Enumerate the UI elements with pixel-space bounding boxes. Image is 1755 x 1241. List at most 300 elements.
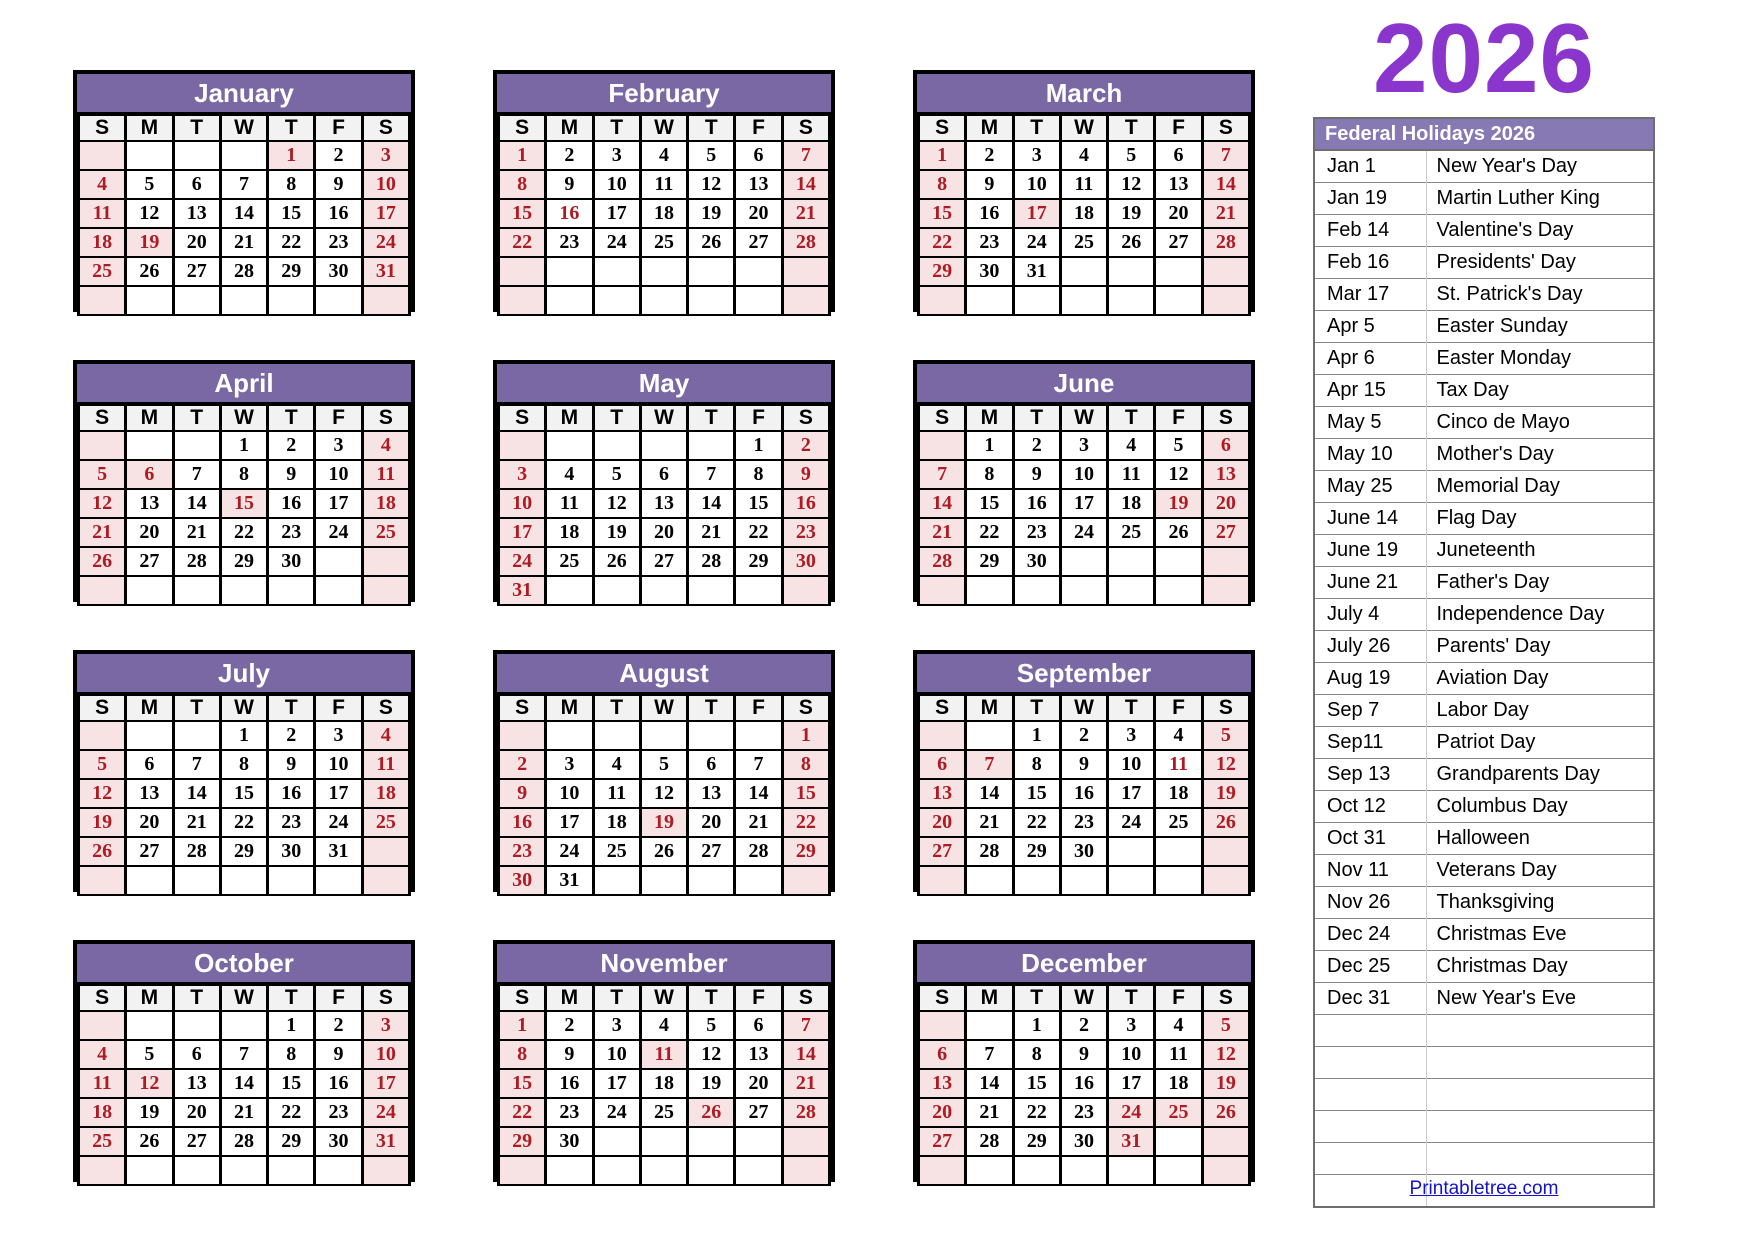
date-cell: 2 (315, 1011, 362, 1040)
date-cell: 26 (126, 257, 173, 286)
holiday-date: Apr 5 (1314, 311, 1426, 343)
holiday-date: Feb 14 (1314, 215, 1426, 247)
holiday-date: Aug 19 (1314, 663, 1426, 695)
date-cell: 22 (268, 228, 315, 257)
date-cell: 3 (362, 1011, 409, 1040)
date-cell: 21 (220, 1098, 267, 1127)
date-cell (173, 286, 220, 315)
date-cell (220, 286, 267, 315)
date-cell: 17 (1060, 489, 1107, 518)
week-row (499, 750, 830, 779)
day-header-cell: T (268, 115, 315, 141)
date-cell (546, 431, 593, 460)
date-cell: 28 (173, 547, 220, 576)
week-row (919, 1156, 1250, 1185)
date-cell: 7 (1202, 141, 1249, 170)
date-cell: 12 (593, 489, 640, 518)
date-cell: 10 (1108, 1040, 1155, 1069)
date-cell (546, 576, 593, 605)
date-cell: 20 (1202, 489, 1249, 518)
week-row (919, 170, 1250, 199)
date-cell (268, 286, 315, 315)
date-cell: 8 (919, 170, 966, 199)
holiday-row (1314, 599, 1654, 631)
day-header-cell: W (640, 405, 687, 431)
day-header-cell: S (362, 405, 409, 431)
date-cell: 24 (1108, 808, 1155, 837)
date-cell: 6 (126, 750, 173, 779)
holiday-row (1314, 823, 1654, 855)
holiday-name: Juneteenth (1426, 535, 1654, 567)
date-cell (688, 1127, 735, 1156)
date-cell: 15 (220, 779, 267, 808)
date-cell: 17 (362, 199, 409, 228)
date-cell: 2 (268, 721, 315, 750)
date-cell: 19 (126, 1098, 173, 1127)
date-cell: 5 (126, 170, 173, 199)
date-cell: 31 (499, 576, 546, 605)
date-cell: 7 (966, 750, 1013, 779)
date-cell (1155, 257, 1202, 286)
date-cell: 25 (640, 228, 687, 257)
day-header-row (499, 695, 830, 721)
date-cell: 6 (1155, 141, 1202, 170)
date-cell (1013, 866, 1060, 895)
month-title: March (917, 74, 1251, 114)
date-cell: 28 (966, 837, 1013, 866)
date-cell: 16 (1013, 489, 1060, 518)
date-cell: 1 (919, 141, 966, 170)
week-row (499, 721, 830, 750)
date-cell: 7 (919, 460, 966, 489)
week-row (919, 489, 1250, 518)
date-cell: 10 (1108, 750, 1155, 779)
week-row (79, 141, 410, 170)
week-row (919, 1098, 1250, 1127)
date-cell (1060, 257, 1107, 286)
date-cell: 14 (782, 1040, 829, 1069)
date-cell (220, 1156, 267, 1185)
date-cell: 26 (640, 837, 687, 866)
month-day-grid (497, 694, 831, 896)
week-row (499, 489, 830, 518)
date-cell (782, 286, 829, 315)
month-title: October (77, 944, 411, 984)
date-cell: 29 (735, 547, 782, 576)
day-header-row (919, 405, 1250, 431)
week-row (499, 286, 830, 315)
date-cell: 25 (1155, 1098, 1202, 1127)
date-cell: 20 (919, 1098, 966, 1127)
week-row (79, 1069, 410, 1098)
date-cell (1155, 866, 1202, 895)
date-cell: 8 (499, 170, 546, 199)
date-cell: 10 (546, 779, 593, 808)
date-cell: 25 (1155, 808, 1202, 837)
date-cell (1202, 1127, 1249, 1156)
date-cell: 19 (688, 1069, 735, 1098)
date-cell: 25 (362, 808, 409, 837)
date-cell: 12 (688, 170, 735, 199)
date-cell: 29 (966, 547, 1013, 576)
date-cell (1060, 866, 1107, 895)
holiday-row (1314, 183, 1654, 215)
date-cell: 17 (1108, 779, 1155, 808)
date-cell: 18 (640, 199, 687, 228)
date-cell: 23 (546, 1098, 593, 1127)
week-row (499, 257, 830, 286)
date-cell: 19 (1202, 779, 1249, 808)
date-cell (546, 257, 593, 286)
date-cell: 30 (1013, 547, 1060, 576)
date-cell: 3 (315, 431, 362, 460)
date-cell: 16 (268, 489, 315, 518)
day-header-cell: T (593, 115, 640, 141)
date-cell: 9 (546, 170, 593, 199)
date-cell: 15 (735, 489, 782, 518)
date-cell: 3 (499, 460, 546, 489)
date-cell (640, 431, 687, 460)
day-header-cell: S (782, 985, 829, 1011)
date-cell: 24 (499, 547, 546, 576)
date-cell: 24 (593, 1098, 640, 1127)
date-cell: 8 (735, 460, 782, 489)
date-cell: 24 (362, 228, 409, 257)
holiday-row (1314, 375, 1654, 407)
holiday-row (1314, 663, 1654, 695)
holiday-row (1314, 631, 1654, 663)
day-header-cell: F (315, 695, 362, 721)
holiday-name: Christmas Day (1426, 951, 1654, 983)
holiday-row (1314, 471, 1654, 503)
date-cell: 11 (79, 199, 126, 228)
holiday-row (1314, 983, 1654, 1015)
date-cell (919, 576, 966, 605)
date-cell: 4 (1155, 721, 1202, 750)
date-cell (640, 866, 687, 895)
day-header-cell: S (79, 985, 126, 1011)
month-january (73, 70, 415, 312)
date-cell (1060, 576, 1107, 605)
date-cell: 4 (79, 1040, 126, 1069)
date-cell (919, 866, 966, 895)
date-cell: 11 (1108, 460, 1155, 489)
date-cell: 7 (220, 170, 267, 199)
date-cell: 26 (1155, 518, 1202, 547)
day-header-cell: M (966, 405, 1013, 431)
date-cell: 18 (79, 228, 126, 257)
date-cell: 16 (546, 199, 593, 228)
date-cell: 12 (79, 779, 126, 808)
day-header-cell: W (640, 695, 687, 721)
date-cell: 13 (688, 779, 735, 808)
date-cell: 19 (79, 808, 126, 837)
date-cell: 12 (126, 199, 173, 228)
month-title: December (917, 944, 1251, 984)
date-cell: 20 (173, 1098, 220, 1127)
holiday-row (1314, 919, 1654, 951)
holiday-empty-row (1314, 1047, 1654, 1079)
day-header-cell: M (966, 115, 1013, 141)
date-cell: 27 (1155, 228, 1202, 257)
date-cell (1108, 547, 1155, 576)
day-header-cell: S (919, 115, 966, 141)
date-cell: 7 (173, 460, 220, 489)
date-cell: 26 (126, 1127, 173, 1156)
date-cell (173, 1156, 220, 1185)
holiday-date-empty (1314, 1143, 1426, 1175)
date-cell: 29 (220, 837, 267, 866)
date-cell: 30 (1060, 837, 1107, 866)
holiday-row (1314, 150, 1654, 183)
date-cell (735, 866, 782, 895)
date-cell (688, 286, 735, 315)
date-cell: 3 (1013, 141, 1060, 170)
date-cell: 30 (268, 547, 315, 576)
date-cell: 27 (640, 547, 687, 576)
date-cell: 21 (688, 518, 735, 547)
date-cell: 31 (1013, 257, 1060, 286)
day-header-cell: T (173, 695, 220, 721)
month-title: September (917, 654, 1251, 694)
date-cell (126, 1011, 173, 1040)
week-row (79, 1040, 410, 1069)
holiday-name: Mother's Day (1426, 439, 1654, 471)
day-header-cell: M (966, 985, 1013, 1011)
date-cell: 17 (1108, 1069, 1155, 1098)
day-header-cell: S (1202, 405, 1249, 431)
date-cell: 4 (1060, 141, 1107, 170)
holiday-empty-row (1314, 1015, 1654, 1047)
date-cell (362, 837, 409, 866)
day-header-cell: S (362, 115, 409, 141)
date-cell: 2 (1060, 1011, 1107, 1040)
day-header-cell: F (1155, 115, 1202, 141)
week-row (499, 228, 830, 257)
day-header-cell: T (268, 695, 315, 721)
date-cell: 7 (735, 750, 782, 779)
holiday-date-empty (1314, 1047, 1426, 1079)
date-cell: 20 (735, 199, 782, 228)
day-header-cell: T (688, 985, 735, 1011)
day-header-cell: M (966, 695, 1013, 721)
date-cell (79, 721, 126, 750)
date-cell: 27 (735, 228, 782, 257)
day-header-cell: F (735, 115, 782, 141)
date-cell: 13 (640, 489, 687, 518)
date-cell (315, 576, 362, 605)
date-cell: 10 (315, 750, 362, 779)
day-header-cell: S (782, 405, 829, 431)
date-cell: 23 (268, 808, 315, 837)
date-cell: 5 (1202, 721, 1249, 750)
holiday-empty-row (1314, 1079, 1654, 1111)
date-cell (173, 576, 220, 605)
date-cell: 16 (966, 199, 1013, 228)
date-cell: 6 (173, 170, 220, 199)
date-cell (593, 866, 640, 895)
holiday-date: Apr 15 (1314, 375, 1426, 407)
holiday-date: Mar 17 (1314, 279, 1426, 311)
date-cell: 19 (1108, 199, 1155, 228)
date-cell: 31 (1108, 1127, 1155, 1156)
day-header-cell: W (220, 695, 267, 721)
day-header-cell: M (126, 115, 173, 141)
day-header-cell: T (268, 985, 315, 1011)
date-cell: 31 (546, 866, 593, 895)
date-cell: 15 (1013, 779, 1060, 808)
day-header-cell: F (1155, 695, 1202, 721)
date-cell: 30 (268, 837, 315, 866)
date-cell (1013, 576, 1060, 605)
date-cell (268, 866, 315, 895)
day-header-cell: T (1108, 695, 1155, 721)
holiday-name-empty (1426, 1143, 1654, 1175)
date-cell (268, 1156, 315, 1185)
day-header-cell: T (173, 115, 220, 141)
date-cell: 14 (1202, 170, 1249, 199)
date-cell (1202, 257, 1249, 286)
holiday-row (1314, 247, 1654, 279)
date-cell: 19 (1202, 1069, 1249, 1098)
months-grid (73, 70, 1255, 1182)
printabletree-link[interactable]: Printabletree.com (1409, 1178, 1559, 1199)
date-cell (966, 286, 1013, 315)
holiday-name: Christmas Eve (1426, 919, 1654, 951)
day-header-cell: S (79, 695, 126, 721)
date-cell: 21 (735, 808, 782, 837)
date-cell: 11 (593, 779, 640, 808)
date-cell: 9 (499, 779, 546, 808)
date-cell: 26 (1202, 1098, 1249, 1127)
day-header-cell: S (782, 115, 829, 141)
holiday-date: May 25 (1314, 471, 1426, 503)
holiday-name: Easter Sunday (1426, 311, 1654, 343)
week-row (79, 518, 410, 547)
week-row (919, 547, 1250, 576)
date-cell (782, 866, 829, 895)
date-cell (546, 1156, 593, 1185)
date-cell (1155, 1127, 1202, 1156)
date-cell (126, 576, 173, 605)
date-cell: 1 (499, 141, 546, 170)
date-cell: 27 (688, 837, 735, 866)
month-october (73, 940, 415, 1182)
date-cell: 4 (1155, 1011, 1202, 1040)
date-cell: 16 (1060, 1069, 1107, 1098)
date-cell: 20 (173, 228, 220, 257)
week-row (919, 1040, 1250, 1069)
date-cell: 18 (1108, 489, 1155, 518)
date-cell: 7 (782, 141, 829, 170)
date-cell (782, 1127, 829, 1156)
date-cell (735, 257, 782, 286)
date-cell: 18 (546, 518, 593, 547)
day-header-cell: T (173, 985, 220, 1011)
day-header-cell: M (126, 695, 173, 721)
date-cell (220, 576, 267, 605)
holidays-table (1313, 117, 1655, 1208)
date-cell: 15 (919, 199, 966, 228)
date-cell: 5 (79, 750, 126, 779)
holiday-name: Columbus Day (1426, 791, 1654, 823)
day-header-cell: W (1060, 985, 1107, 1011)
date-cell: 9 (782, 460, 829, 489)
holiday-name: Parents' Day (1426, 631, 1654, 663)
date-cell: 27 (919, 837, 966, 866)
holiday-date: May 5 (1314, 407, 1426, 439)
holiday-row (1314, 343, 1654, 375)
week-row (919, 837, 1250, 866)
date-cell (640, 721, 687, 750)
holiday-date: May 10 (1314, 439, 1426, 471)
date-cell: 1 (1013, 1011, 1060, 1040)
date-cell (735, 576, 782, 605)
date-cell: 26 (79, 837, 126, 866)
date-cell: 23 (268, 518, 315, 547)
week-row (79, 1127, 410, 1156)
date-cell: 9 (268, 750, 315, 779)
date-cell: 22 (735, 518, 782, 547)
date-cell: 5 (79, 460, 126, 489)
date-cell: 25 (1108, 518, 1155, 547)
date-cell: 29 (782, 837, 829, 866)
date-cell (79, 431, 126, 460)
date-cell (268, 576, 315, 605)
date-cell: 4 (79, 170, 126, 199)
holiday-row (1314, 855, 1654, 887)
date-cell: 21 (173, 518, 220, 547)
date-cell: 13 (735, 170, 782, 199)
date-cell: 10 (499, 489, 546, 518)
date-cell: 5 (126, 1040, 173, 1069)
date-cell (966, 576, 1013, 605)
holiday-name: Grandparents Day (1426, 759, 1654, 791)
date-cell: 16 (315, 199, 362, 228)
day-header-cell: S (919, 695, 966, 721)
date-cell: 11 (362, 750, 409, 779)
date-cell: 19 (640, 808, 687, 837)
week-row (499, 518, 830, 547)
date-cell: 13 (919, 779, 966, 808)
date-cell (1060, 1156, 1107, 1185)
date-cell: 4 (362, 431, 409, 460)
date-cell: 15 (499, 1069, 546, 1098)
day-header-row (79, 405, 410, 431)
date-cell: 4 (640, 1011, 687, 1040)
day-header-cell: S (1202, 695, 1249, 721)
holiday-name: Martin Luther King (1426, 183, 1654, 215)
date-cell: 15 (220, 489, 267, 518)
holiday-name: St. Patrick's Day (1426, 279, 1654, 311)
week-row (919, 257, 1250, 286)
holiday-date: June 14 (1314, 503, 1426, 535)
month-title: June (917, 364, 1251, 404)
date-cell (1155, 286, 1202, 315)
date-cell (688, 576, 735, 605)
date-cell: 18 (1155, 779, 1202, 808)
date-cell: 9 (315, 170, 362, 199)
week-row (919, 779, 1250, 808)
date-cell: 28 (220, 257, 267, 286)
date-cell (362, 547, 409, 576)
week-row (919, 576, 1250, 605)
date-cell: 1 (735, 431, 782, 460)
holiday-name-empty (1426, 1047, 1654, 1079)
date-cell: 17 (593, 1069, 640, 1098)
date-cell: 1 (499, 1011, 546, 1040)
date-cell: 3 (362, 141, 409, 170)
